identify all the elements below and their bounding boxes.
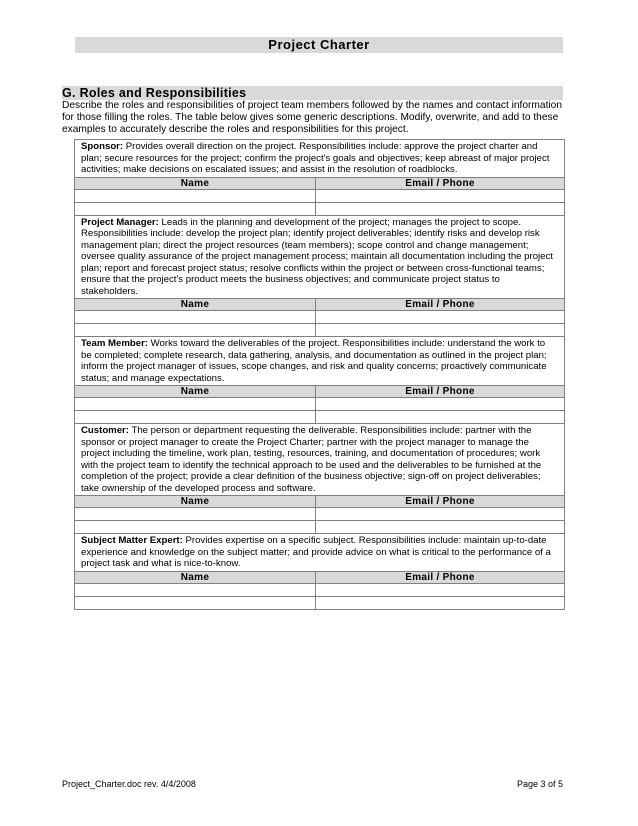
name-column-header: Name xyxy=(75,571,316,583)
entry-row xyxy=(75,398,565,411)
entry-row xyxy=(75,596,565,609)
name-cell[interactable] xyxy=(75,596,316,609)
role-title: Subject Matter Expert: xyxy=(81,535,183,546)
section-intro: Describe the roles and responsibilities of project team members followed by the names and contact information for those filling the roles. The table below gives some generic descriptions. Modify, overwrite, and add to these examples to accurately describe the roles and responsibilities for this project. xyxy=(62,100,563,135)
role-title: Customer: xyxy=(81,425,129,436)
entry-row xyxy=(75,202,565,215)
entry-row xyxy=(75,411,565,424)
entry-row xyxy=(75,189,565,202)
contact-cell[interactable] xyxy=(316,324,565,337)
role-description-cell xyxy=(75,424,565,496)
section-heading: G. Roles and Responsibilities xyxy=(62,86,563,100)
role-description: Provides expertise on a specific subject. Responsibilities include: maintain up-to-date experience and knowledge on the subject matter; and provide advice on what is critical to the performance of a project task and what is nice-to-know. xyxy=(81,535,551,569)
contact-cell[interactable] xyxy=(316,508,565,521)
entry-row xyxy=(75,583,565,596)
role-description-cell xyxy=(75,215,565,299)
footer-document-info: Project_Charter.doc rev. 4/4/2008 xyxy=(62,779,196,789)
name-cell[interactable] xyxy=(75,189,316,202)
role-title: Team Member: xyxy=(81,338,148,349)
column-header-row xyxy=(75,177,565,189)
name-cell[interactable] xyxy=(75,521,316,534)
role-row-customer xyxy=(75,424,565,496)
entry-row xyxy=(75,324,565,337)
column-header-row xyxy=(75,496,565,508)
contact-cell[interactable] xyxy=(316,189,565,202)
name-column-header: Name xyxy=(75,299,316,311)
role-row-subject-matter-expert xyxy=(75,534,565,572)
roles-table xyxy=(74,139,565,610)
column-header-row xyxy=(75,571,565,583)
role-row-team-member xyxy=(75,337,565,386)
role-description: Works toward the deliverables of the project. Responsibilities include: understand the work to be completed; complete research, data gathering, analysis, and documentation as outlined in the project plan; inform the project manager of issues, scope changes, and risk and quality concerns; proactively communicate status; and manage expectations. xyxy=(81,338,547,384)
role-title: Project Manager: xyxy=(81,216,159,228)
role-description-cell xyxy=(75,337,565,386)
name-column-header: Name xyxy=(75,386,316,398)
name-cell[interactable] xyxy=(75,398,316,411)
contact-cell[interactable] xyxy=(316,202,565,215)
contact-cell[interactable] xyxy=(316,398,565,411)
name-cell[interactable] xyxy=(75,508,316,521)
contact-column-header: Email / Phone xyxy=(316,299,565,311)
contact-cell[interactable] xyxy=(316,521,565,534)
role-description: The person or department requesting the deliverable. Responsibilities include: partner with the sponsor or project manager to create the Project Charter; partner with the project manager to manage the project including the timeline, work plan, testing, resources, training, and documentation of procedures; work with the project team to identify the technical approach to be used and the deliverables to be furnished at the completion of the project; provide a clear definition of the business objective; sign-off on project deliverables; take ownership of the developed process and software. xyxy=(81,425,542,494)
role-row-project-manager xyxy=(75,215,565,299)
footer-page-number: Page 3 of 5 xyxy=(516,779,563,789)
contact-cell[interactable] xyxy=(316,583,565,596)
contact-cell[interactable] xyxy=(316,411,565,424)
contact-cell[interactable] xyxy=(316,596,565,609)
name-column-header: Name xyxy=(75,496,316,508)
role-description: Leads in the planning and development of the project; manages the project to scope. Responsibilities include: develop the project plan; identify project deliverables; identify risks and develop risk management plan; direct the project resources (team members); scope control and change management; oversee quality assurance of the project management process; maintain all documentation including the project plan; report and forecast project status; resolve conflicts within the project or between cross-functional teams; ensure that the project's product meets the business objectives; and communicate project status to stakeholders. xyxy=(81,216,553,297)
name-cell[interactable] xyxy=(75,324,316,337)
contact-column-header: Email / Phone xyxy=(316,571,565,583)
role-row-sponsor xyxy=(75,140,565,178)
contact-column-header: Email / Phone xyxy=(316,496,565,508)
role-description: Provides overall direction on the project. Responsibilities include: approve the project charter and plan; secure resources for the project; confirm the project's goals and objectives; keep abreast of major project activities; make decisions on escalated issues; and assist in the resolution of roadblocks. xyxy=(81,141,550,175)
page-title: Project Charter xyxy=(75,37,563,53)
entry-row xyxy=(75,311,565,324)
column-header-row xyxy=(75,386,565,398)
role-description-cell xyxy=(75,534,565,572)
name-column-header: Name xyxy=(75,177,316,189)
name-cell[interactable] xyxy=(75,411,316,424)
role-title: Sponsor: xyxy=(81,141,124,152)
name-cell[interactable] xyxy=(75,202,316,215)
contact-column-header: Email / Phone xyxy=(316,386,565,398)
role-description-cell xyxy=(75,140,565,178)
contact-cell[interactable] xyxy=(316,311,565,324)
column-header-row xyxy=(75,299,565,311)
name-cell[interactable] xyxy=(75,311,316,324)
contact-column-header: Email / Phone xyxy=(316,177,565,189)
entry-row xyxy=(75,508,565,521)
entry-row xyxy=(75,521,565,534)
name-cell[interactable] xyxy=(75,583,316,596)
